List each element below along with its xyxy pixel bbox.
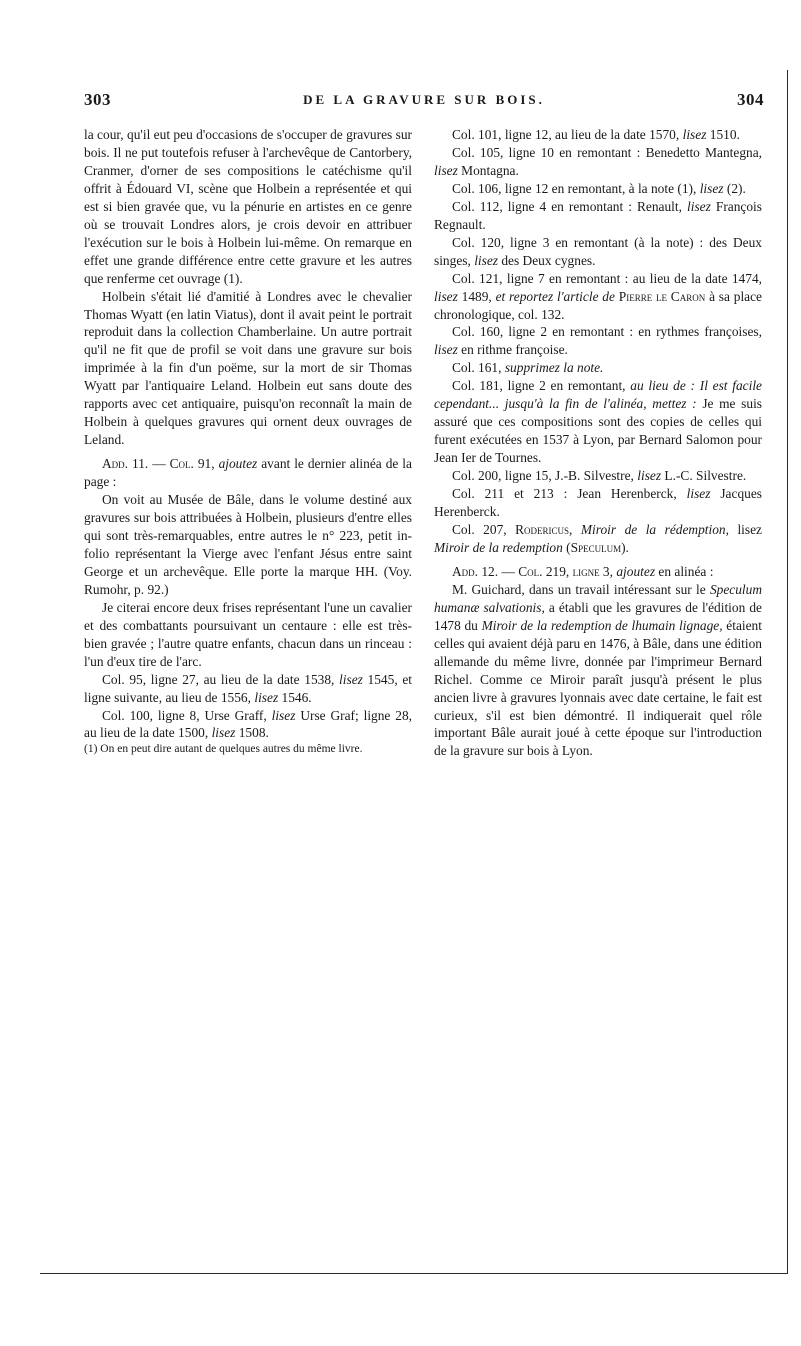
italic-text: lisez bbox=[637, 468, 662, 484]
page-number-right: 304 bbox=[737, 90, 764, 109]
italic-text: lisez bbox=[254, 689, 279, 705]
small-caps-text: (Speculum). bbox=[566, 539, 629, 555]
correction bbox=[434, 126, 762, 144]
italic-text: lisez bbox=[682, 127, 707, 142]
text: Col. 121, ligne 7 en remontant : au lieu de la date 1474, bbox=[452, 270, 762, 286]
italic-text: Miroir de la redemption de lhumain lignage, bbox=[481, 617, 723, 633]
small-caps-text: Pierre le Caron bbox=[618, 288, 706, 304]
text: a établi que les gravures de l'édition de 1478 du bbox=[434, 599, 762, 633]
correction bbox=[434, 359, 762, 377]
text: L.-C. Silvestre. bbox=[664, 468, 747, 484]
paragraph: Je citerai encore deux frises représentant l'une un cavalier et des combattants poursuivant un centaure : elle est très-bien gravée ; l'autre quatre enfants, chacun dans un rinceau : l'un d'eux tire de l'arc. bbox=[84, 599, 412, 669]
correction bbox=[434, 521, 762, 557]
text: 1508. bbox=[238, 725, 269, 741]
text: 1489, bbox=[461, 288, 492, 304]
text: Col. 161, bbox=[452, 360, 502, 376]
correction bbox=[434, 467, 762, 485]
italic-text: lisez bbox=[434, 342, 458, 358]
correction bbox=[84, 707, 412, 743]
text: à sa place chronologique, col. 132. bbox=[434, 288, 763, 322]
correction bbox=[434, 270, 762, 324]
italic-text: ajoutez bbox=[616, 563, 656, 579]
italic-text: lisez bbox=[434, 288, 458, 304]
correction bbox=[434, 234, 762, 270]
text: 1510. bbox=[709, 127, 740, 142]
italic-text: lisez bbox=[699, 180, 724, 196]
italic-text: supprimez la note. bbox=[504, 360, 604, 376]
italic-text: lisez bbox=[687, 198, 711, 214]
paragraph: la cour, qu'il eut peu d'occasions de s'occuper de gravures sur bois. Il ne put toutefois refuser à l'archevêque de Cantorbery, Cranmer, d'orner de ses compositions le catéchisme qu'il offrit à Édouard VI, scène que Holbein a représentée et qui est si bien gravée que, vu la pénurie en artistes en ce genre où se trouvait Londres alors, je crois devoir en attribuer l'exécution sur le bois à Holbein lui-même. On remarque en effet une grande différence entre cette gravure et les autres que renferme cet ouvrage (1). bbox=[84, 127, 412, 286]
paragraph: Holbein s'était lié d'amitié à Londres avec le chevalier Thomas Wyatt (en latin Viatus), dont il avait peint le portrait reproduit dans la collection Chamberlaine. Un autre portrait qu'il ne fit que de profil se voit dans une gravure sur bois imprimée à la fin d'un poëme, sur la mort de sir Thomas Wyatt par l'antiquaire Leland. Holbein eut sans doute des rapports avec cet antiquaire, puisqu'on reconnaît la main de Holbein à quelques gravures qui ornent deux ouvrages de Leland. bbox=[84, 288, 412, 448]
text: (2). bbox=[726, 180, 746, 196]
text: Col. 181, ligne 2 en remontant, bbox=[452, 378, 626, 394]
text: Col. 160, ligne 2 en remontant : en rythmes françoises, bbox=[452, 324, 762, 340]
text: en alinéa : bbox=[658, 563, 714, 579]
italic-text: lisez bbox=[339, 671, 363, 687]
text: des Deux cygnes. bbox=[501, 252, 596, 268]
text: 1546. bbox=[281, 689, 312, 705]
text: Col. 207, bbox=[452, 521, 507, 537]
text: M. Guichard, dans un travail intéressant sur le bbox=[452, 581, 706, 597]
text: Col. 211 et 213 : Jean Herenberck, bbox=[452, 486, 677, 502]
italic-text: Speculum humanæ salvationis, bbox=[434, 581, 762, 615]
text: Col. 101, ligne 12, au lieu de la date 1570, bbox=[452, 127, 680, 142]
page-number-left: 303 bbox=[84, 90, 111, 109]
text: étaient celles qui avaient déjà paru en 1476, à Bâle, dans une édition allemande du même livre, donnée par l'imprimeur Bernard Richel. Comme ce Miroir paraît jusqu'à présent le plus ancien livre à gravures lyonnais avec date certaine, le fait est curieux, s'il est bien démontré. Il indiquerait quel rôle important Bâle aurait joué à cette époque sur l'introduction de la gravure sur bois à Lyon. bbox=[434, 617, 762, 759]
addendum-label: Add. 12. — Col. 219, ligne 3, bbox=[452, 563, 613, 579]
italic-text: lisez bbox=[271, 707, 296, 723]
text: Col. 95, ligne 27, au lieu de la date 1538, bbox=[102, 671, 335, 687]
text: en rithme françoise. bbox=[461, 342, 568, 358]
correction bbox=[434, 377, 762, 467]
running-title: DE LA GRAVURE SUR BOIS. bbox=[303, 92, 545, 107]
text: Col. 105, ligne 10 en remontant : Benedetto Mantegna, bbox=[452, 144, 762, 160]
text: Col. 106, ligne 12 en remontant, à la note (1), bbox=[452, 180, 697, 196]
italic-text: lisez bbox=[686, 486, 711, 502]
text: Montagna. bbox=[461, 162, 519, 178]
text: Col. 112, ligne 4 en remontant : Renault, bbox=[452, 198, 682, 214]
addendum-12 bbox=[434, 563, 762, 581]
text: Col. 120, ligne 3 en remontant (à la note) : des Deux singes, bbox=[434, 234, 762, 268]
correction bbox=[84, 671, 412, 707]
correction bbox=[434, 144, 762, 180]
italic-text: lisez bbox=[434, 162, 458, 178]
text: Col. 100, ligne 8, Urse Graff, bbox=[102, 707, 267, 723]
correction bbox=[434, 180, 762, 198]
italic-text: lisez bbox=[211, 725, 236, 741]
paragraph bbox=[434, 581, 762, 761]
paragraph: On voit au Musée de Bâle, dans le volume destiné aux gravures sur bois attribuées à Holbein, plusieurs d'entre elles qui sont très-remarquables, entre autres le n° 223, petit in-folio représentant la Vierge avec l'enfant Jésus entre saint George et un archevêque. Elle porte la marque HH. (Voy. Rumohr, p. 92.) bbox=[84, 492, 412, 597]
italic-text: ajoutez bbox=[218, 456, 258, 472]
text: François Regnault. bbox=[434, 198, 762, 232]
italic-text: Miroir de la redemption bbox=[434, 539, 563, 555]
text: avant le dernier alinéa de la page : bbox=[84, 456, 412, 490]
text: Urse Graf; ligne 28, au lieu de la date 1500, bbox=[84, 707, 412, 741]
footnote: (1) On en peut dire autant de quelques autres du même livre. bbox=[84, 743, 363, 756]
correction bbox=[434, 198, 762, 234]
italic-text: au lieu de : Il est facile cependant... jusqu'à la fin de l'alinéa, mettez : bbox=[434, 378, 762, 412]
text: Col. 200, ligne 15, J.-B. Silvestre, bbox=[452, 468, 634, 484]
text: Je me suis assuré que ces compositions sont des copies de celles qui furent exécutées en 1537 à Lyon, par Bernard Salomon pour Jean Ier de Tournes. bbox=[434, 396, 763, 466]
text: 1545, et ligne suivante, au lieu de 1556, bbox=[84, 671, 412, 705]
left-column bbox=[84, 126, 412, 757]
right-column bbox=[434, 126, 762, 760]
correction bbox=[434, 485, 762, 521]
italic-text: Miroir de la rédemption, bbox=[580, 521, 729, 537]
italic-text: lisez bbox=[474, 252, 498, 268]
addendum-11 bbox=[84, 455, 412, 491]
text: Jacques Herenberck. bbox=[434, 486, 762, 520]
addendum-label: Add. 11. — Col. 91, bbox=[102, 456, 215, 472]
italic-text: et reportez l'article de bbox=[495, 288, 615, 304]
page-header bbox=[84, 90, 764, 116]
text: lisez bbox=[737, 521, 762, 537]
small-caps-text: Rodericus, bbox=[515, 521, 573, 537]
correction bbox=[434, 323, 762, 359]
